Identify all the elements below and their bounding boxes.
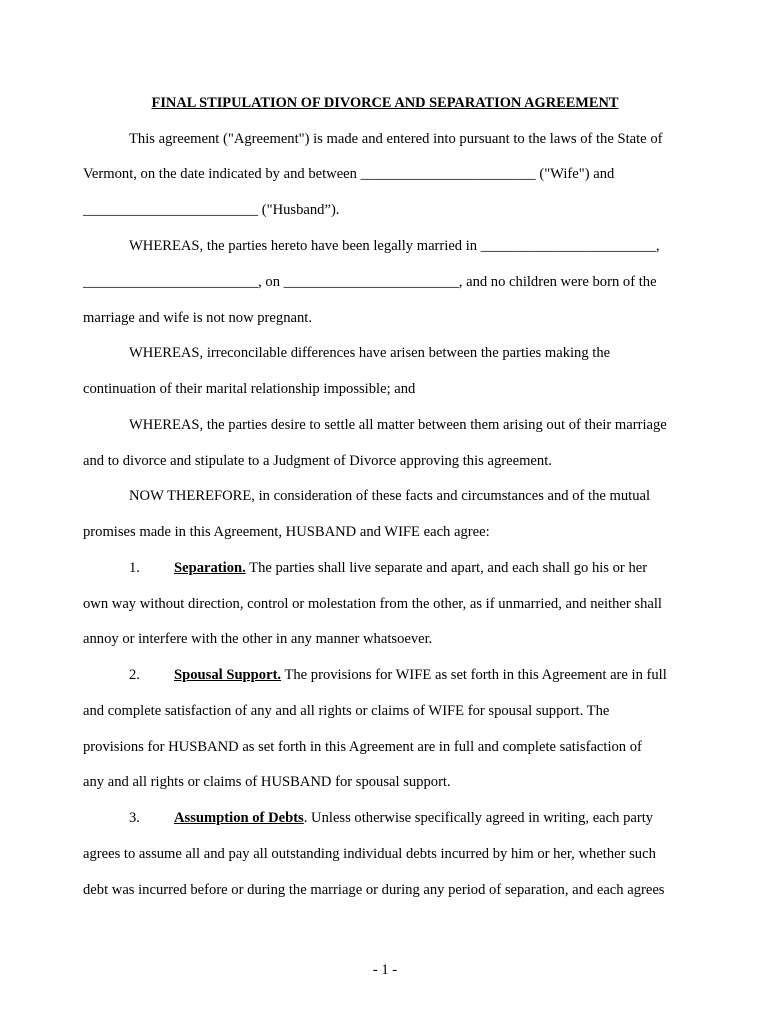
body-line: agrees to assume all and pay all outstanding individual debts incurred by him or her, whether such	[83, 846, 656, 862]
body-line: and to divorce and stipulate to a Judgment of Divorce approving this agreement.	[83, 453, 552, 469]
body-line: debt was incurred before or during the marriage or during any period of separation, and each agrees	[83, 882, 665, 898]
body-line: ________________________, on ________________________, and no children were born of the	[83, 274, 657, 290]
body-line: and complete satisfaction of any and all rights or claims of WIFE for spousal support. The	[83, 703, 610, 719]
body-line: WHEREAS, irreconcilable differences have arisen between the parties making the	[129, 345, 611, 361]
section-first-line	[174, 558, 647, 578]
body-line: marriage and wife is not now pregnant.	[83, 310, 312, 326]
body-line: provisions for HUSBAND as set forth in this Agreement are in full and complete satisfaction of	[83, 739, 642, 755]
section-number: 2.	[129, 667, 140, 683]
body-line: any and all rights or claims of HUSBAND for spousal support.	[83, 774, 451, 790]
section-text: The parties shall live separate and apart, and each shall go his or her	[245, 560, 648, 576]
body-line: promises made in this Agreement, HUSBAND and WIFE each agree:	[83, 524, 490, 540]
section-heading: Assumption of Debts	[174, 810, 304, 826]
page-number: - 1 -	[372, 962, 398, 978]
section-heading: Spousal Support.	[174, 667, 282, 683]
body-line: own way without direction, control or molestation from the other, as if unmarried, and neither shall	[83, 596, 662, 612]
body-line: ________________________ ("Husband”).	[83, 202, 340, 218]
section-number: 1.	[129, 560, 140, 576]
body-line: Vermont, on the date indicated by and between ________________________ ("Wife") and	[83, 166, 615, 182]
body-line: WHEREAS, the parties hereto have been legally married in ________________________,	[129, 238, 660, 254]
section-first-line	[174, 665, 667, 685]
body-line: This agreement ("Agreement") is made and entered into pursuant to the laws of the State of	[129, 131, 663, 147]
section-first-line	[174, 808, 653, 828]
section-number: 3.	[129, 810, 140, 826]
document-title: FINAL STIPULATION OF DIVORCE AND SEPARATION AGREEMENT	[151, 95, 619, 111]
body-line: continuation of their marital relationship impossible; and	[83, 381, 416, 397]
section-text: The provisions for WIFE as set forth in this Agreement are in full	[281, 667, 667, 683]
section-text: . Unless otherwise specifically agreed in writing, each party	[303, 810, 654, 826]
body-line: NOW THEREFORE, in consideration of these facts and circumstances and of the mutual	[129, 488, 651, 504]
section-heading: Separation.	[174, 560, 246, 576]
body-line: annoy or interfere with the other in any manner whatsoever.	[83, 631, 433, 647]
body-line: WHEREAS, the parties desire to settle all matter between them arising out of their marriage	[129, 417, 667, 433]
